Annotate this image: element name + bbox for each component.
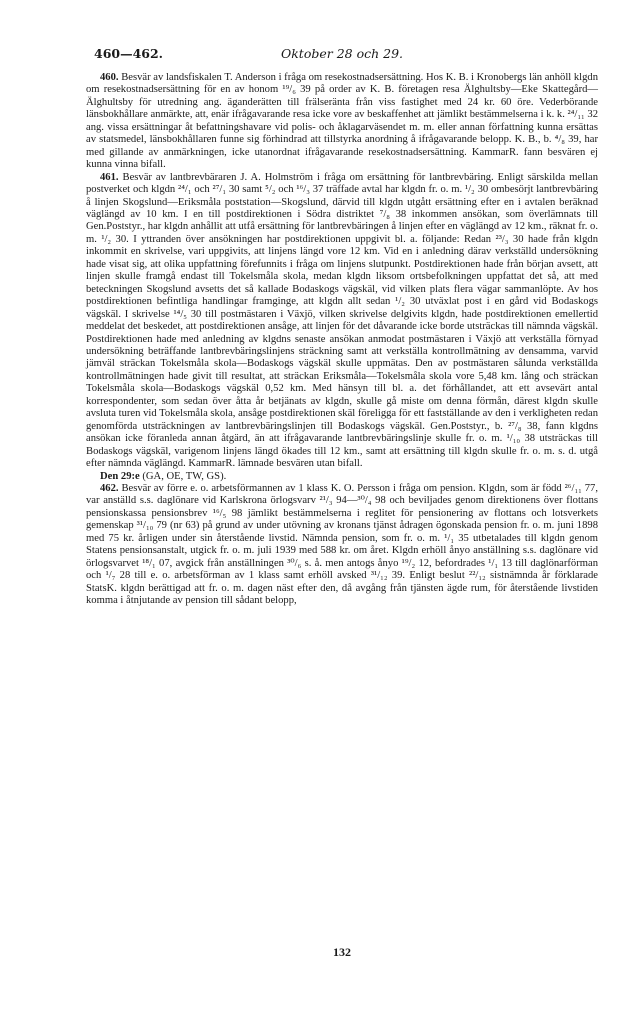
session-date: Den 29:e (100, 470, 140, 482)
running-header (86, 46, 598, 68)
case-text: Besvär av förre e. o. arbetsförmannen av 1 klass K. O. Persson i fråga om pension. Klgdn, som är född ²⁶/₁₁ 77, var anställd s.s. daglönare vid Karlskrona örlogsvarv ²¹/₃ 94—³⁰/₄ 98 och beviljades genom direktionens över flottans pensionskassa pensionsbrev ¹⁶/₅ 98 jämlikt bestämmelserna i reglitet för pensionering av flottans och lotsverkets gemenskap ³¹/₁₀ 79 (nr 63) på grund av under utövning av kronans tjänst ådragen ögonskada pension fr. o. m. juni 1898 med 75 kr. årligen under sin återstående livstid. Nämnda pension, som fr. o. m. ¹/₁ 35 utbetalades till klgdn genom Statens pensionsanstalt, utgick fr. o. m. juli 1939 med 588 kr. om året. Klgdn erhöll ånyo anställning s.s. daglönare vid örlogsvarvet ¹⁸/₁ 07, avgick från anställningen ³⁰/₆ s. å. men antogs ånyo ¹⁹/₂ 12, befordrades ¹/₁ 13 till daglönarförman och ¹/₇ 28 till e. o. arbetsförman av 1 klass samt erhöll avsked ³¹/₁₂ 39. Enligt beslut ²²/₁₂ sistnämnda år förklarade StatsK. klgdn berättigad att fr. o. m. dagen näst efter den, då avgång från tjänsten ägde rum, för återstående livstiden komma i åtnjutande av pension till sådant belopp, (86, 482, 598, 607)
case-461 (86, 172, 598, 471)
page-number: 132 (333, 945, 351, 959)
case-text: Besvär av lantbrevbäraren J. A. Holmström i fråga om ersättning för lantbrevbäring. Enligt särskilda mellan postverket och klgdn ²⁴/₁ och ²⁷/₁ 30 samt ⁵/₂ och ¹⁶/₃ 37 träffade avtal har klgdn fr. o. m. ¹/₂ 30 ombesörjt lantbrevbäring å linjen Skogslund—Eriksmåla poststation—Skogslund, därvid till klgdn utgått ersättning efter en i avtalen beräknad väglängd av 10 km. I en till postdirektionen i Södra distriktet ⁷/₈ 38 inkommen ansökan, som överlämnats till Gen.Poststyr., har klgdn anhållit att utfå ersättning för lantbrevbäringen å linjen efter en väglängd av 12 km., räknat fr. o. m. ¹/₂ 30. I yttranden över ansökningen har postdirektionen uppgivit bl. a. följande: Redan ²³/₃ 30 hade från klgdn inkommit en skrivelse, vari uppgivits, att linjens längd vore 12 km. Vid en i anledning därav verkställd undersökning hade visat sig, att olika uppfattning förefunnits i fråga om linjens slutpunkt. Postdirektionen hade från början avsett, att linjen skulle framgå endast till Tokelsmåla skola, medan klgdn liksom ortsbefolkningen uppfattat det så, att med beteckningen Skogslund avsetts det så kallade Bodaskogs vägskäl, vid vilken plats flera vägar sammanlöpte. Av hos postdirektionen befintliga handlingar framginge, att klgdn allt sedan ¹/₂ 30 utväxlat post i en gård vid Bodaskogs vägskäl. I skrivelse ¹⁴/₅ 30 till postmästaren i Växjö, vilken skrivelse delgivits klgdn, hade postdirektionen emellertid meddelat det beskedet, att postdirektionen ansåge, att linjen för det dåvarande icke borde utsträckas till nämnda vägskäl. Postdirektionen hade med anledning av klgdns senaste ansökan anmodat postmästaren i Växjö att verkställa förnyad undersökning beträffande lantbrevbäringslinjens sträckning samt att verkställa kontrollmätning av densamma, varvid jämväl sträckan Tokelsmåla skola—Bodaskogs vägskäl skulle uppmätas. Den av postmästaren sålunda verkställda kontrollmätningen hade givit till resultat, att sträckan Eriksmåla—Tokelsmåla skola vore 5,48 km. lång och sträckan Tokelsmåla skola—Bodaskogs vägskäl 0,52 km. Med hänsyn till bl. a. det förhållandet, att ett avsevärt antal korrespondenter, som sedan över åtta år betjänats av klgdn, skulle gå miste om denna förmån, därest klgdn skulle avsluta turen vid Tokelsmåla skola, ansåge postdirektionen skäl föreligga för ett fastställande av den i verkligheten redan genomförda utsträckningen av lantbrevbäringslinjen till Bodaskogs vägskäl. Gen.Poststyr., b. ²⁷/₈ 38, fann klgdns ansökan icke föranleda annan åtgärd, än att ifrågavarande lantbrevbäringslinje skulle fr. o. m. ¹/₁₀ 38 utsträckas till Bodaskogs vägskäl, varigenom linjens längd ökades till 12 km., samt att ersättning till klgdn skulle fr. o. m. s. d. utgå efter nämnda väglängd. KammarR. lämnade besvären utan bifall. (86, 171, 598, 470)
case-number: 460. (100, 72, 119, 83)
case-462 (86, 483, 598, 608)
case-text: Besvär av landsfiskalen T. Anderson i fråga om resekostnadsersättning. Hos K. B. i Kronobergs län anhöll klgdn om resekostnadsersättning för en av honom ¹⁹/₆ 39 på order av K. B. företagen resa Älghultsby—Eke Skattegård—Älghultsby för utredning ang. äganderätten till frälseränta från viss fastighet med 24 kr. 60 öre. Vederbörande länsbokhållare anmärkte, att, enär ifrågavarande resa icke vore av beskaffenhet att jämlikt bestämmelserna i k. k. ²⁴/₁₁ 32 ang. vissa ersättningar åt befattningshavare vid polis- och åklagarväsendet m. m. eller annan författning kunna ersättas av statsmedel, länsbokhållaren funne sig förhindrad att tillstyrka anordning å ifrågavarande belopp. K. B., b. ⁴/₈ 39, har med gillande av anmärkningen, icke utanordnat ifrågavarande resekostnadsersättning. KammarR. fann besvären ej kunna vinna bifall. (86, 72, 598, 171)
case-460 (86, 72, 598, 172)
case-range: 460—462. (94, 46, 164, 61)
session-dateline (86, 471, 598, 483)
session-members: (GA, OE, TW, GS). (142, 470, 227, 482)
case-number: 461. (100, 171, 119, 183)
header-date: Oktober 28 och 29. (280, 46, 404, 61)
body-text (86, 72, 598, 607)
case-number: 462. (100, 482, 119, 494)
